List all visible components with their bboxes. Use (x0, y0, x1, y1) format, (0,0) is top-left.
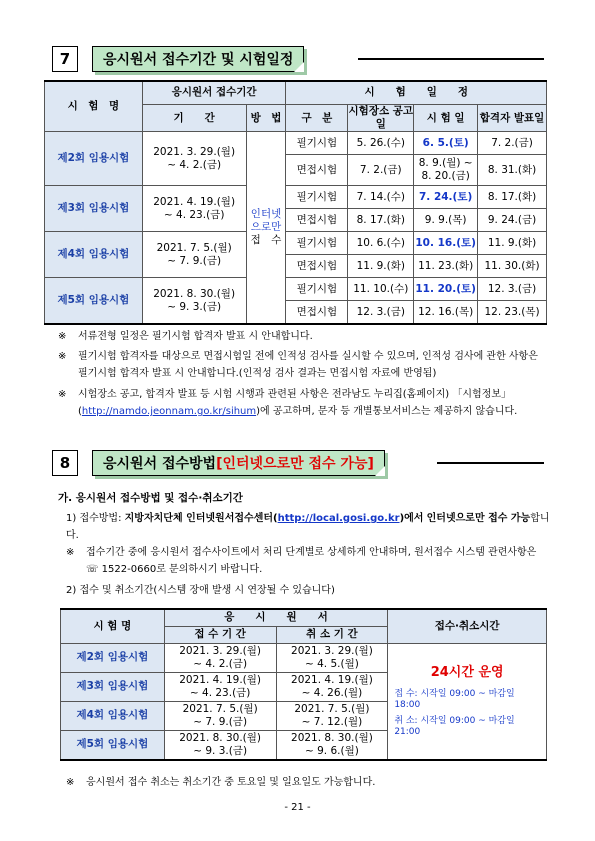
exam-name: 제2회 임용시험 (61, 644, 165, 673)
header-receive-period: 접 수 기 간 (164, 627, 276, 644)
section-7-rule (358, 58, 544, 60)
announce-date: 7. 14.(수) (348, 186, 414, 209)
announce-date: 5. 26.(수) (348, 132, 414, 155)
header-exam-name: 시 험 명 (61, 609, 165, 644)
announce-date: 8. 17.(화) (348, 209, 414, 232)
section-8-title-text: 응시원서 접수방법 (103, 456, 217, 472)
receive-period: 2021. 8. 30.(월) ~ 9. 3.(금) (164, 731, 276, 761)
result-date: 12. 23.(목) (478, 301, 547, 325)
exam-date: 10. 16.(토) (414, 232, 478, 255)
header-time: 접수·취소시간 (388, 609, 547, 644)
header-result-date: 합격자 발표일 (478, 105, 547, 132)
section-8-rule (437, 462, 544, 464)
result-date: 8. 31.(화) (478, 155, 547, 186)
sub-heading-ga: 가. 응시원서 접수방법 및 접수·취소기간 (58, 492, 243, 504)
gosi-link[interactable]: http://local.gosi.go.kr (277, 513, 400, 524)
exam-name: 제2회 임용시험 (45, 132, 143, 186)
fold-corner-icon (375, 466, 385, 476)
item-apply-method: 1) 접수방법: 지방자치단체 인터넷원서접수센터(http://local.gosi.go.kr)에서 인터넷으로만 접수 가능합니다. (66, 513, 550, 541)
table-row (45, 278, 547, 301)
exam-type: 면접시험 (286, 209, 348, 232)
announce-date: 11. 9.(화) (348, 255, 414, 278)
header-exam-schedule: 시 험 일 정 (286, 81, 547, 105)
exam-date: 7. 24.(토) (414, 186, 478, 209)
exam-name: 제5회 임용시험 (61, 731, 165, 761)
exam-date: 11. 23.(화) (414, 255, 478, 278)
exam-date: 12. 16.(목) (414, 301, 478, 325)
cancel-period: 2021. 4. 19.(월) ~ 4. 26.(월) (276, 673, 388, 702)
result-date: 8. 17.(화) (478, 186, 547, 209)
announce-date: 10. 6.(수) (348, 232, 414, 255)
note-system-inquiry: ※ 접수기간 중에 응시원서 접수사이트에서 처리 단계별로 상세하게 안내하며, 원서접수 시스템 관련사항은 ☏ 1522-0660로 문의하시기 바랍니다. (66, 547, 537, 575)
exam-type: 면접시험 (286, 155, 348, 186)
operating-hours (388, 644, 547, 761)
receive-period: 2021. 3. 29.(월) ~ 4. 2.(금) (164, 644, 276, 673)
exam-name: 제5회 임용시험 (45, 278, 143, 325)
exam-type: 필기시험 (286, 132, 348, 155)
operating-hours-receive: 접 수: 시작일 09:00 ~ 마감일 18:00 (394, 689, 515, 711)
header-cancel-period: 취 소 기 간 (276, 627, 388, 644)
apply-period: 2021. 3. 29.(월) ~ 4. 2.(금) (142, 132, 246, 186)
section-8-title (92, 450, 385, 476)
announce-date: 7. 2.(금) (348, 155, 414, 186)
section-7-number: 7 (52, 46, 78, 72)
note-cancel-weekend: ※ 응시원서 접수 취소는 취소기간 중 토요일 및 일요일도 가능합니다. (66, 777, 376, 788)
section-8-title-red: [인터넷으로만 접수 가능] (216, 456, 374, 472)
exam-type: 필기시험 (286, 278, 348, 301)
fold-corner-icon (294, 62, 304, 72)
exam-type: 필기시험 (286, 232, 348, 255)
operating-hours-main: 24시간 운영 (430, 664, 504, 680)
note-document-screening: ※ 서류전형 일정은 필기시험 합격자 발표 시 안내합니다. (58, 331, 313, 342)
result-date: 9. 24.(금) (478, 209, 547, 232)
result-date: 7. 2.(금) (478, 132, 547, 155)
table-row (45, 232, 547, 255)
apply-method: 인터넷 으로만 접 수 (246, 132, 286, 325)
header-type: 구 분 (286, 105, 348, 132)
cancel-period: 2021. 3. 29.(월) ~ 4. 5.(월) (276, 644, 388, 673)
exam-name: 제3회 임용시험 (61, 673, 165, 702)
table-row (45, 186, 547, 209)
page-number: - 21 - (284, 802, 311, 813)
item-apply-cancel-period: 2) 접수 및 취소기간(시스템 장애 발생 시 연장될 수 있습니다) (66, 585, 335, 596)
exam-date: 8. 9.(월) ~ 8. 20.(금) (414, 155, 478, 186)
cancel-period: 2021. 8. 30.(월) ~ 9. 6.(월) (276, 731, 388, 761)
apply-cancel-table (60, 608, 547, 761)
apply-period: 2021. 4. 19.(월) ~ 4. 23.(금) (142, 186, 246, 232)
operating-hours-cancel: 취 소: 시작일 09:00 ~ 마감일 21:00 (394, 715, 515, 737)
header-method: 방 법 (246, 105, 286, 132)
header-period: 기 간 (142, 105, 246, 132)
header-exam-name: 시 험 명 (45, 81, 143, 132)
header-announce-date: 시험장소 공고일 (348, 105, 414, 131)
note-aptitude-test: ※ 필기시험 합격자를 대상으로 면접시험일 전에 인적성 검사를 실시할 수 있으며, 인적성 검사에 관한 사항은 필기시험 합격자 발표 시 안내합니다.(인적성 검사 결과는 면접시험 자료에 반영됨) (58, 351, 538, 379)
cancel-period: 2021. 7. 5.(월) ~ 7. 12.(월) (276, 702, 388, 731)
table-row (61, 644, 547, 673)
header-exam-date: 시 험 일 (414, 105, 478, 132)
exam-type: 면접시험 (286, 255, 348, 278)
receive-period: 2021. 4. 19.(월) ~ 4. 23.(금) (164, 673, 276, 702)
section-8-number: 8 (52, 450, 78, 476)
receive-period: 2021. 7. 5.(월) ~ 7. 9.(금) (164, 702, 276, 731)
result-date: 12. 3.(금) (478, 278, 547, 301)
section-7-title-text: 응시원서 접수기간 및 시험일정 (103, 52, 294, 68)
announce-date: 12. 3.(금) (348, 301, 414, 325)
exam-name: 제4회 임용시험 (45, 232, 143, 278)
table-row (45, 132, 547, 155)
header-application: 응 시 원 서 (164, 609, 388, 627)
exam-type: 필기시험 (286, 186, 348, 209)
result-date: 11. 9.(화) (478, 232, 547, 255)
exam-date: 11. 20.(토) (414, 278, 478, 301)
apply-period: 2021. 7. 5.(월) ~ 7. 9.(금) (142, 232, 246, 278)
section-7-title (92, 46, 304, 72)
apply-period: 2021. 8. 30.(월) ~ 9. 3.(금) (142, 278, 246, 325)
exam-schedule-table (44, 80, 547, 325)
result-date: 11. 30.(화) (478, 255, 547, 278)
exam-date: 9. 9.(목) (414, 209, 478, 232)
exam-type: 면접시험 (286, 301, 348, 325)
exam-date: 6. 5.(토) (414, 132, 478, 155)
note-announcements: ※ 시험장소 공고, 합격자 발표 등 시험 시행과 관련된 사항은 전라남도 누리집(홈페이지) 「시험정보」(http://namdo.jeonnam.go.kr/sihum)에 공고하며, 문자 등 개별통보서비스는 제공하지 않습니다. (58, 389, 518, 417)
sihum-link[interactable]: http://namdo.jeonnam.go.kr/sihum (81, 406, 257, 417)
announce-date: 11. 10.(수) (348, 278, 414, 301)
exam-name: 제4회 임용시험 (61, 702, 165, 731)
header-apply-period: 응시원서 접수기간 (142, 81, 286, 105)
exam-name: 제3회 임용시험 (45, 186, 143, 232)
